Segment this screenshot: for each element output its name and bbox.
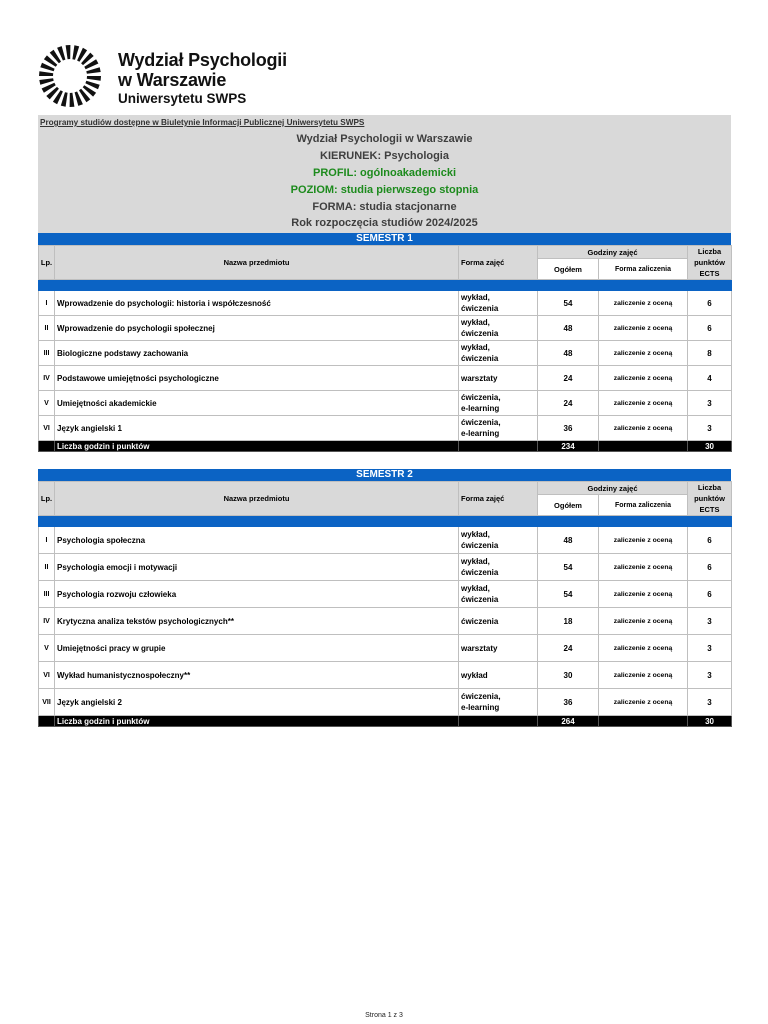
col-forma: Forma zajęć <box>459 246 538 280</box>
course-name: Podstawowe umiejętności psychologiczne <box>55 366 459 391</box>
course-zaliczenie: zaliczenie z oceną <box>599 366 688 391</box>
semester-1-table <box>38 233 731 452</box>
table-header <box>39 246 732 259</box>
course-forma <box>459 635 538 662</box>
course-hours: 30 <box>538 662 599 689</box>
course-forma-line2: ćwiczenia <box>461 541 499 550</box>
course-forma-line1: ćwiczenia <box>461 616 499 626</box>
course-hours: 36 <box>538 689 599 716</box>
course-hours: 48 <box>538 341 599 366</box>
course-name: Wprowadzenie do psychologii społecznej <box>55 316 459 341</box>
course-ects: 3 <box>688 608 732 635</box>
course-ects: 3 <box>688 391 732 416</box>
semester-2-table <box>38 469 731 727</box>
course-ects: 3 <box>688 416 732 441</box>
course-forma-line2: ćwiczenia <box>461 354 499 363</box>
course-row <box>39 608 732 635</box>
col-godziny: Godziny zajęć <box>538 246 688 259</box>
sum-ects: 30 <box>688 716 732 727</box>
course-forma <box>459 316 538 341</box>
col-ogolem: Ogółem <box>538 495 599 516</box>
course-ects: 6 <box>688 527 732 554</box>
course-name: Wprowadzenie do psychologii: historia i współczesność <box>55 291 459 316</box>
course-ects: 6 <box>688 316 732 341</box>
course-row <box>39 635 732 662</box>
course-lp: IV <box>39 608 55 635</box>
course-row <box>39 581 732 608</box>
semester-title: SEMESTR 2 <box>38 469 731 481</box>
course-forma-line2: ćwiczenia <box>461 568 499 577</box>
sum-row <box>39 441 732 452</box>
profil-label: PROFIL: ogólnoakademicki <box>312 167 457 179</box>
logo-city: w Warszawie <box>118 70 227 90</box>
course-forma-line1: wykład, <box>461 293 490 302</box>
course-zaliczenie: zaliczenie z oceną <box>599 316 688 341</box>
semester-title: SEMESTR 1 <box>38 233 731 245</box>
sum-label: Liczba godzin i punktów <box>55 716 459 727</box>
course-lp: V <box>39 635 55 662</box>
course-row <box>39 316 732 341</box>
course-row <box>39 341 732 366</box>
sum-ects: 30 <box>688 441 732 452</box>
course-hours: 54 <box>538 581 599 608</box>
course-hours: 24 <box>538 635 599 662</box>
poziom-label: POZIOM: studia pierwszego stopnia <box>290 184 479 196</box>
course-zaliczenie: zaliczenie z oceną <box>599 291 688 316</box>
course-zaliczenie: zaliczenie z oceną <box>599 416 688 441</box>
course-forma-line2: e-learning <box>461 429 500 438</box>
course-zaliczenie: zaliczenie z oceną <box>599 391 688 416</box>
course-lp: I <box>39 527 55 554</box>
table-header <box>39 482 732 495</box>
course-lp: IV <box>39 366 55 391</box>
sum-row <box>39 716 732 727</box>
course-forma-line1: ćwiczenia, <box>461 393 501 402</box>
col-ects: Liczba punktów ECTS <box>688 246 732 280</box>
course-forma-line1: ćwiczenia, <box>461 692 501 701</box>
col-nazwa: Nazwa przedmiotu <box>55 482 459 516</box>
col-forma-zal: Forma zaliczenia <box>599 495 688 516</box>
course-forma-line2: e-learning <box>461 703 500 712</box>
course-forma-line2: ćwiczenia <box>461 304 499 313</box>
course-forma-line1: wykład, <box>461 530 490 539</box>
sum-label: Liczba godzin i punktów <box>55 441 459 452</box>
course-forma-line2: ćwiczenia <box>461 329 499 338</box>
course-lp: VII <box>39 689 55 716</box>
course-forma <box>459 416 538 441</box>
course-zaliczenie: zaliczenie z oceną <box>599 581 688 608</box>
course-row <box>39 416 732 441</box>
course-forma <box>459 608 538 635</box>
course-ects: 3 <box>688 662 732 689</box>
course-forma-line2: e-learning <box>461 404 500 413</box>
course-lp: VI <box>39 662 55 689</box>
course-forma <box>459 341 538 366</box>
faculty-title: Wydział Psychologii w Warszawie <box>296 133 473 145</box>
course-row <box>39 527 732 554</box>
course-forma-line1: wykład, <box>461 318 490 327</box>
course-zaliczenie: zaliczenie z oceną <box>599 341 688 366</box>
course-hours: 24 <box>538 391 599 416</box>
col-ogolem: Ogółem <box>538 259 599 280</box>
logo-university: Uniwersytetu SWPS <box>118 91 247 106</box>
course-zaliczenie: zaliczenie z oceną <box>599 662 688 689</box>
course-row <box>39 662 732 689</box>
col-nazwa: Nazwa przedmiotu <box>55 246 459 280</box>
course-hours: 18 <box>538 608 599 635</box>
course-lp: II <box>39 554 55 581</box>
course-lp: III <box>39 341 55 366</box>
col-ects: Liczba punktów ECTS <box>688 482 732 516</box>
course-hours: 48 <box>538 316 599 341</box>
course-name: Psychologia rozwoju człowieka <box>55 581 459 608</box>
bip-link[interactable]: Programy studiów dostępne w Biuletynie Informacji Publicznej Uniwersytetu SWPS <box>40 118 365 127</box>
course-name: Wykład humanistycznospołeczny** <box>55 662 459 689</box>
blue-separator <box>39 516 732 527</box>
course-lp: II <box>39 316 55 341</box>
course-forma-line1: wykład, <box>461 584 490 593</box>
sum-hours: 264 <box>538 716 599 727</box>
course-name: Krytyczna analiza tekstów psychologicznych** <box>55 608 459 635</box>
course-ects: 6 <box>688 554 732 581</box>
logo-text <box>118 50 287 108</box>
course-zaliczenie: zaliczenie z oceną <box>599 635 688 662</box>
col-forma: Forma zajęć <box>459 482 538 516</box>
forma-label: FORMA: studia stacjonarne <box>312 201 457 213</box>
course-forma-line1: wykład, <box>461 343 490 352</box>
course-forma-line1: wykład <box>461 670 488 680</box>
course-hours: 48 <box>538 527 599 554</box>
faculty-logo <box>38 44 288 108</box>
col-godziny: Godziny zajęć <box>538 482 688 495</box>
blue-separator <box>39 280 732 291</box>
course-forma <box>459 662 538 689</box>
course-ects: 6 <box>688 581 732 608</box>
course-zaliczenie: zaliczenie z oceną <box>599 608 688 635</box>
course-forma <box>459 527 538 554</box>
course-name: Umiejętności pracy w grupie <box>55 635 459 662</box>
course-row <box>39 689 732 716</box>
course-zaliczenie: zaliczenie z oceną <box>599 554 688 581</box>
course-row <box>39 554 732 581</box>
logo-faculty-name: Wydział Psychologii <box>118 50 287 70</box>
program-header <box>38 115 731 233</box>
sum-hours: 234 <box>538 441 599 452</box>
course-name: Psychologia emocji i motywacji <box>55 554 459 581</box>
course-ects: 3 <box>688 689 732 716</box>
course-ects: 8 <box>688 341 732 366</box>
course-ects: 6 <box>688 291 732 316</box>
course-ects: 3 <box>688 635 732 662</box>
course-forma <box>459 689 538 716</box>
course-forma-line1: warsztaty <box>461 373 498 383</box>
course-name: Biologiczne podstawy zachowania <box>55 341 459 366</box>
rok-label: Rok rozpoczęcia studiów 2024/2025 <box>291 217 478 229</box>
course-forma-line1: wykład, <box>461 557 490 566</box>
col-forma-zal: Forma zaliczenia <box>599 259 688 280</box>
page-number: Strona 1 z 3 <box>365 1012 403 1019</box>
kierunek-label: KIERUNEK: Psychologia <box>320 150 449 162</box>
course-forma <box>459 554 538 581</box>
course-forma <box>459 581 538 608</box>
course-lp: V <box>39 391 55 416</box>
course-lp: I <box>39 291 55 316</box>
course-forma-line1: ćwiczenia, <box>461 418 501 427</box>
course-lp: VI <box>39 416 55 441</box>
course-hours: 54 <box>538 291 599 316</box>
col-lp: Lp. <box>39 246 55 280</box>
course-forma <box>459 291 538 316</box>
course-name: Język angielski 1 <box>55 416 459 441</box>
course-name: Psychologia społeczna <box>55 527 459 554</box>
course-ects: 4 <box>688 366 732 391</box>
course-hours: 36 <box>538 416 599 441</box>
course-hours: 54 <box>538 554 599 581</box>
course-name: Język angielski 2 <box>55 689 459 716</box>
course-row <box>39 366 732 391</box>
course-row <box>39 291 732 316</box>
course-name: Umiejętności akademickie <box>55 391 459 416</box>
course-zaliczenie: zaliczenie z oceną <box>599 527 688 554</box>
course-forma-line2: ćwiczenia <box>461 595 499 604</box>
swps-sun-logo-icon <box>38 44 102 108</box>
course-forma-line1: warsztaty <box>461 643 498 653</box>
course-lp: III <box>39 581 55 608</box>
col-lp: Lp. <box>39 482 55 516</box>
course-forma <box>459 366 538 391</box>
course-hours: 24 <box>538 366 599 391</box>
course-forma <box>459 391 538 416</box>
course-row <box>39 391 732 416</box>
course-zaliczenie: zaliczenie z oceną <box>599 689 688 716</box>
